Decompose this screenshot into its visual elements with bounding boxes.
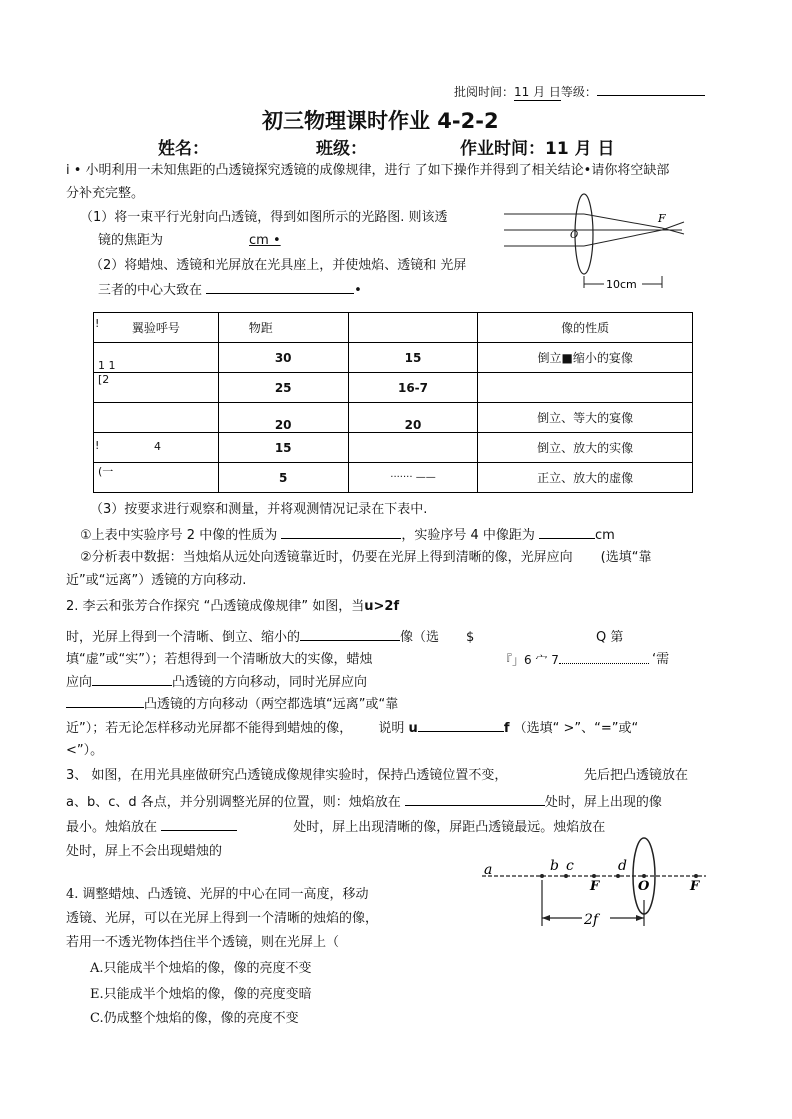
review-time-line <box>454 85 705 101</box>
cell-v: 20 <box>348 403 478 433</box>
table-row <box>94 433 693 463</box>
table-row <box>94 343 693 373</box>
q4-line1: 4. 调整蜡烛、凸透镜、光屏的中心在同一高度，移动 <box>66 887 369 902</box>
q2-line4: 应向 凸透镜的方向移动，同时光屏应向 <box>66 675 368 690</box>
optical-center-label: O <box>570 230 579 241</box>
cell-nature: 倒立、等大的宴像 <box>478 403 693 433</box>
lens-focal-diagram <box>500 192 690 292</box>
q2-line3: 填“虚”或“实”）；若想得到一个清晰放大的实像，蜡烛 <box>66 652 373 667</box>
focus-label: F <box>658 212 666 225</box>
screen-move-blank[interactable] <box>66 707 144 708</box>
point-d-label: d <box>618 858 627 874</box>
center-height-label: 三者的中心大致在 <box>98 283 203 298</box>
q2-fig-bench: 『」6 宀 7 <box>500 653 649 668</box>
experiment-table <box>93 312 693 493</box>
q3-line1-end: 先后把凸透镜放在 <box>584 768 689 783</box>
farthest-screen-blank[interactable] <box>161 830 237 831</box>
grade-blank[interactable] <box>597 95 705 96</box>
table-row <box>94 463 693 493</box>
q2-line7: <”）。 <box>66 743 104 758</box>
review-label: 批阅时间： <box>454 85 515 99</box>
q2-fig-label: ‘需 <box>652 652 670 667</box>
image-type-blank[interactable] <box>300 640 400 641</box>
header-serial: ! 翼验呼号 <box>94 313 219 343</box>
page-title: 初三物理课时作业 4-2-2 <box>262 109 499 133</box>
cell-v: 16-7 <box>348 373 478 403</box>
focus-left-label: F <box>590 879 600 894</box>
q1-part3: （3）按要求进行观察和测量，并将观测情况记录在下表中. <box>90 502 428 517</box>
cell-nature: 正立、放大的虚像 <box>478 463 693 493</box>
q4-line2: 透镜、光屏，可以在光屏上得到一个清晰的烛焰的像， <box>66 911 379 926</box>
review-date: 11 月 日 <box>514 85 561 99</box>
q4-line3: 若用一不透光物体挡住半个透镜，则在光屏上（ <box>66 935 340 950</box>
optical-bench-diagram <box>476 834 716 930</box>
focus-right-label: F <box>690 879 700 894</box>
center-height-blank[interactable] <box>206 293 354 294</box>
candle-direction-blank[interactable] <box>92 685 172 686</box>
cell-u: 20 <box>218 403 348 433</box>
q1-sub2-line2: 近”或“远离”）透镜的方向移动. <box>66 573 247 588</box>
grade-label: 等级： <box>560 85 597 99</box>
q4-option-a[interactable]: A.只能成半个烛焰的像，像的亮度不变 <box>90 961 312 976</box>
table-row <box>94 403 693 433</box>
q4-option-e[interactable]: E.只能成半个烛焰的像，像的亮度变暗 <box>90 987 312 1002</box>
point-c-label: c <box>566 858 574 874</box>
q2-fig-mark2: Q 第 <box>596 630 624 645</box>
cell-u: 30 <box>218 343 348 373</box>
q1-part1-line2 <box>98 233 281 249</box>
header-object-distance: 物距 <box>218 313 348 343</box>
q2-line5: 凸透镜的方向移动（两空都选填“远离”或“靠 <box>66 697 398 713</box>
image-nature-blank[interactable] <box>281 538 401 539</box>
cell-nature: 倒立、放大的实像 <box>478 433 693 463</box>
q1-part2-line2: 三者的中心大致在 • <box>98 283 362 298</box>
cell-nature: 倒立■缩小的宴像 <box>478 343 693 373</box>
q3-line3: 最小。烛焰放在 处时，屏上出现清晰的像，屏距凸透镜最远。烛焰放在 <box>66 820 606 835</box>
focal-length-unit: cm • <box>249 233 281 248</box>
q2-line6: 近”）；若无论怎样移动光屏都不能得到蜡烛的像， 说明 u f （选填“ >”、“=”或“ <box>66 721 639 736</box>
q1-part1-line1: （1）将一束平行光射向凸透镜，得到如图所示的光路图. 则该透 <box>80 210 448 225</box>
header-image-distance <box>348 313 478 343</box>
compare-blank[interactable] <box>418 731 504 732</box>
q3-line4: 处时，屏上不会出现蜡烛的 <box>66 844 223 859</box>
point-b-label: b <box>550 858 559 874</box>
two-f-label: 2f <box>584 912 599 928</box>
table-header-row <box>94 313 693 343</box>
q1-sub1: ①上表中实验序号 2 中像的性质为 ，实验序号 4 中像距为 cm <box>80 528 615 543</box>
q1-intro-line2: 分补充完整。 <box>66 186 145 201</box>
homework-time: 作业时间：11 月 日 <box>460 139 615 159</box>
cell-u: 15 <box>218 433 348 463</box>
cell-v: 15 <box>348 343 478 373</box>
cell-v[interactable] <box>348 433 478 463</box>
cell-u: 5 <box>218 463 348 493</box>
cell-serial <box>94 403 219 433</box>
q3-line1: 3、 如图，在用光具座做研究凸透镜成像规律实验时，保持凸透镜位置不变， <box>66 768 508 783</box>
lens-center-label: O <box>638 879 650 894</box>
cell-serial: ! 4 <box>94 433 219 463</box>
header-image-nature: 像的性质 <box>478 313 693 343</box>
distance-label: 10cm <box>606 278 637 291</box>
focal-length-label: 镜的焦距为 <box>98 233 164 248</box>
q1-part2-line1: （2）将蜡烛、透镜和光屏放在光具座上，并使烛焰、透镜和 光屏 <box>90 258 467 273</box>
image-distance-blank[interactable] <box>539 538 595 539</box>
cell-serial: (一 <box>94 463 219 493</box>
q2-line1: 2. 李云和张芳合作探究 “凸透镜成像规律” 如图，当u>2f <box>66 599 400 614</box>
name-label: 姓名： <box>158 139 209 159</box>
q2-line2: 时，光屏上得到一个清晰、倒立、缩小的 像（选 <box>66 630 440 645</box>
q1-sub2-line1: ②分析表中数据：当烛焰从远处向透镜靠近时，仍要在光屏上得到清晰的像，光屏应向 (选填“靠 <box>80 550 652 565</box>
cell-u: 25 <box>218 373 348 403</box>
cell-v: ······· —— <box>348 463 478 493</box>
point-a-label: a <box>484 862 493 878</box>
table-row <box>94 373 693 403</box>
cell-serial: [2 <box>94 373 219 403</box>
q4-option-c[interactable]: C.仍成整个烛焰的像，像的亮度不变 <box>90 1011 299 1026</box>
q3-line2: a、b、c、d 各点，并分别调整光屏的位置，则：烛焰放在 处时，屏上出现的像 <box>66 795 662 810</box>
smallest-image-blank[interactable] <box>405 805 545 806</box>
cell-serial: 1 1 <box>94 343 219 373</box>
cell-nature[interactable] <box>478 373 693 403</box>
q2-fig-mark1: $ <box>466 630 475 645</box>
class-label: 班级： <box>316 139 367 159</box>
q1-intro-line1: i • 小明利用一未知焦距的凸透镜探究透镜的成像规律，进行 了如下操作并得到了相关结论•请你将空缺部 <box>66 163 670 178</box>
